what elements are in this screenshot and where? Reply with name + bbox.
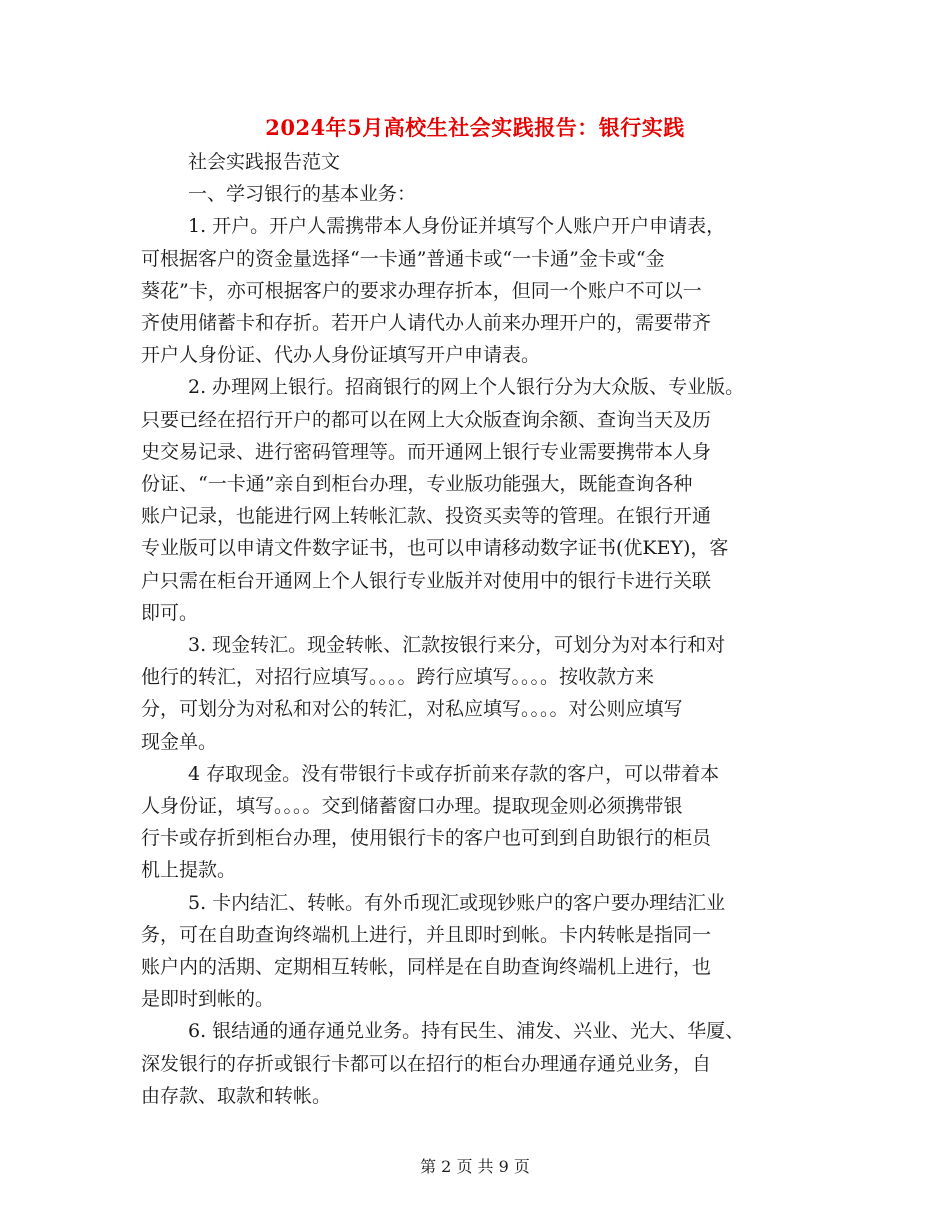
text-line: 份证、“一卡通”亲自到柜台办理，专业版功能强大，既能查询各种 [141, 473, 693, 496]
text-line: 现金单。 [141, 730, 218, 753]
text-line: 葵花”卡，亦可根据客户的要求办理存折本，但同一个账户不可以一 [141, 279, 702, 302]
text-line: 只要已经在招行开户的都可以在网上大众版查询余额、查询当天及历 [141, 408, 712, 431]
text-line: 1. 开户。开户人需携带本人身份证并填写个人账户开户申请表， [188, 215, 726, 238]
text-line: 齐使用储蓄卡和存折。若开户人请代办人前来办理开户的，需要带齐 [141, 312, 712, 335]
text-line: 深发银行的存折或银行卡都可以在招行的柜台办理通存通兑业务，自 [141, 1052, 712, 1075]
text-line: 6. 银结通的通存通兑业务。持有民生、浦发、兴业、光大、华厦、 [188, 1020, 745, 1043]
text-line: 可根据客户的资金量选择“一卡通”普通卡或“一卡通”金卡或“金 [141, 247, 665, 270]
text-line: 2. 办理网上银行。招商银行的网上个人银行分为大众版、专业版。 [188, 376, 745, 399]
text-line: 一、学习银行的基本业务： [188, 183, 417, 206]
text-line: 4 存取现金。没有带银行卡或存折前来存款的客户，可以带着本 [188, 762, 720, 785]
text-line: 账户内的活期、定期相互转帐，同样是在自助查询终端机上进行，也 [141, 956, 712, 979]
text-line: 社会实践报告范文 [188, 151, 341, 173]
text-line: 3. 现金转汇。现金转帐、汇款按银行来分，可划分为对本行和对 [188, 634, 726, 657]
document-body [141, 146, 831, 1112]
text-line: 他行的转汇，对招行应填写。。。。跨行应填写。。。。按收款方来 [141, 666, 655, 689]
text-line: 是即时到帐的。 [141, 988, 275, 1011]
text-line: 户只需在柜台开通网上个人银行专业版并对使用中的银行卡进行关联 [141, 569, 712, 592]
text-line: 由存款、取款和转帐。 [141, 1084, 332, 1107]
text-line: 5. 卡内结汇、转帐。有外币现汇或现钞账户的客户要办理结汇业 [188, 891, 726, 914]
page-number-footer: 第 2 页 共 9 页 [420, 1157, 530, 1176]
text-line: 分，可划分为对私和对公的转汇，对私应填写。。。。对公则应填写 [141, 698, 683, 721]
text-line: 即可。 [141, 601, 199, 624]
text-line: 人身份证，填写。。。。交到储蓄窗口办理。提取现金则必须携带银 [141, 795, 683, 818]
text-line: 行卡或存折到柜台办理，使用银行卡的客户也可到到自助银行的柜员 [141, 827, 712, 850]
text-line: 专业版可以申请文件数字证书，也可以申请移动数字证书(优KEY)，客 [141, 537, 729, 560]
text-line: 账户记录，也能进行网上转帐汇款、投资买卖等的管理。在银行开通 [141, 505, 712, 528]
text-line: 开户人身份证、代办人身份证填写开户申请表。 [141, 344, 541, 367]
text-line: 史交易记录、进行密码管理等。而开通网上银行专业需要携带本人身 [141, 440, 712, 463]
text-line: 务，可在自助查询终端机上进行，并且即时到帐。卡内转帐是指同一 [141, 923, 712, 946]
text-line: 机上提款。 [141, 859, 237, 882]
document-title: 2024年5月高校生社会实践报告：银行实践 [265, 115, 685, 140]
